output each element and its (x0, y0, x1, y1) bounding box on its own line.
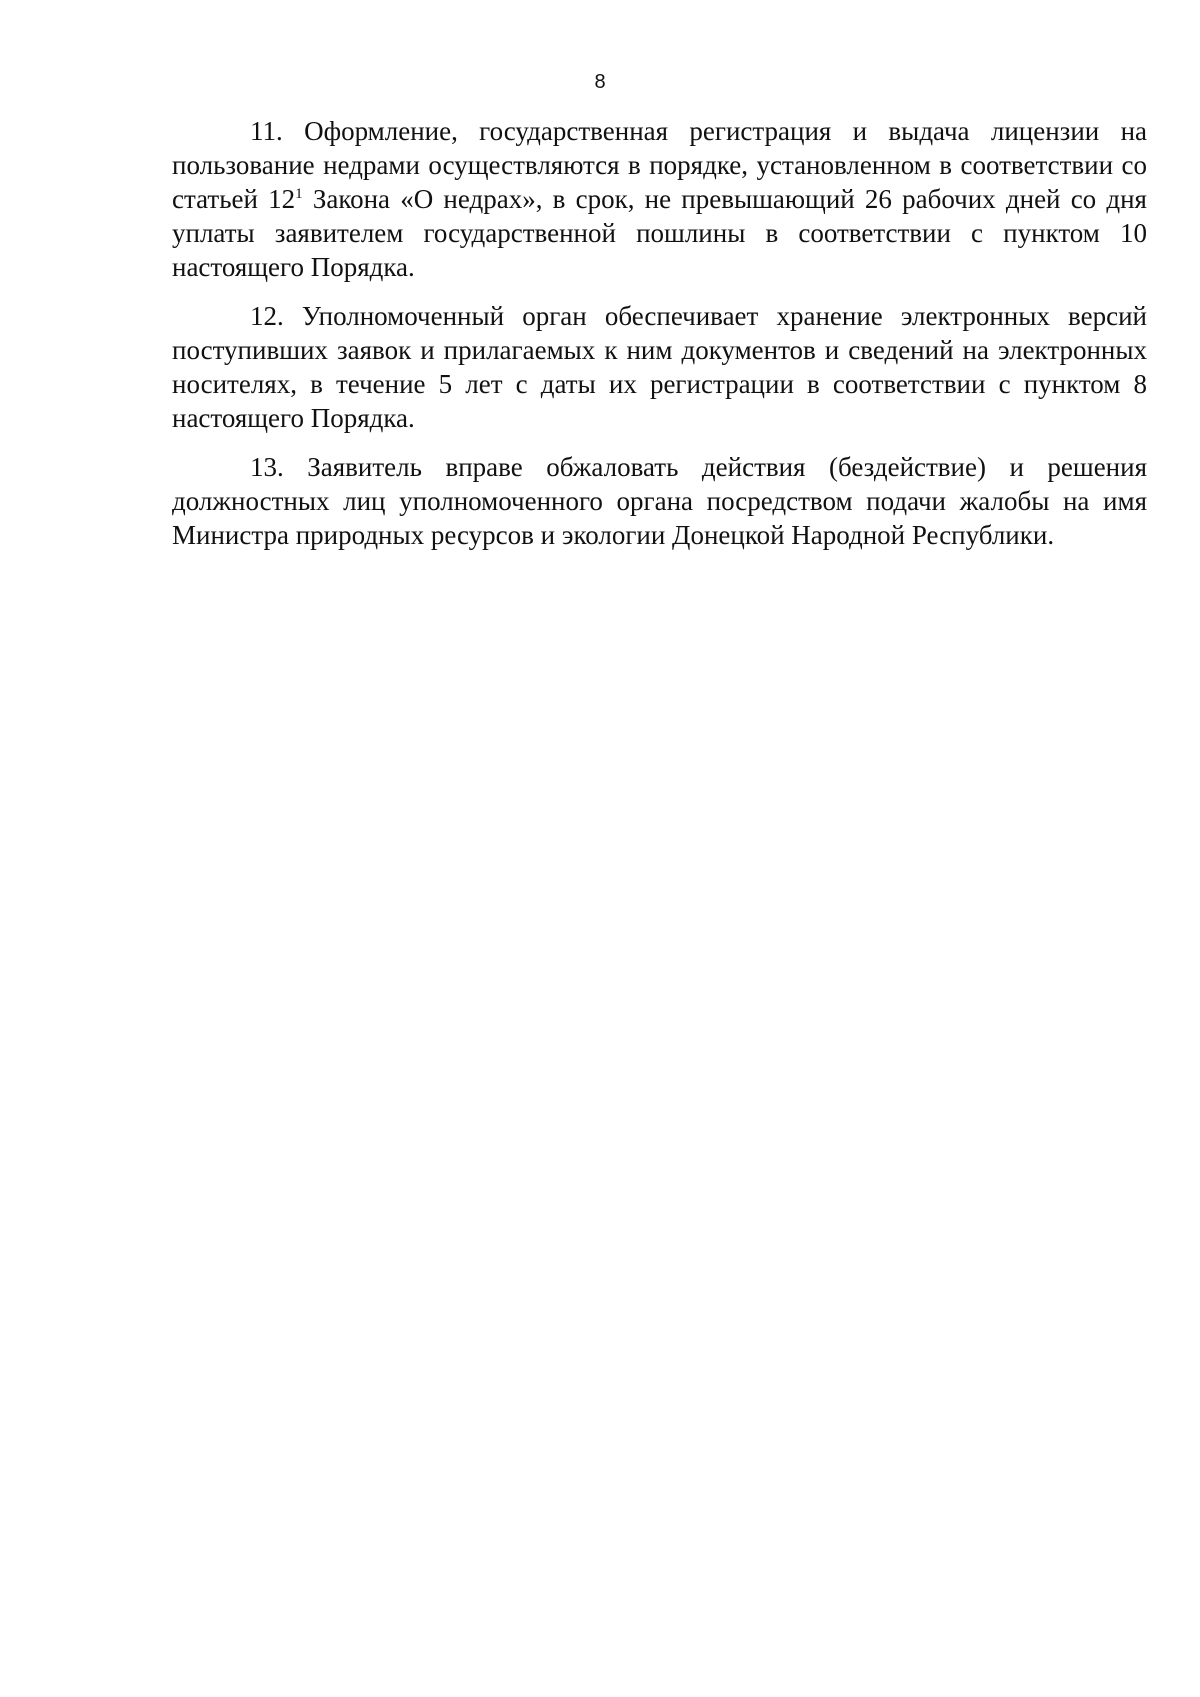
paragraph-13: 13. Заявитель вправе обжаловать действия (бездействие) и решения должностных лиц уполномоченного органа посредством подачи жалобы на имя Министра природных ресурсов и экологии Донецкой Народной Республики. (172, 452, 1147, 550)
paragraph-11-text-part-2: Закона «О недрах», в срок, не превышающий 26 рабочих дней со дня уплаты заявителем государственной пошлины в соответствии с пунктом 10 настоящего Порядка. (172, 184, 1147, 282)
document-body (172, 114, 1147, 567)
paragraph-11-text-part-1: 11. Оформление, государственная регистрация и выдача лицензии на пользование недрами осуществляются в порядке, установленном в соответствии со статьей 12 (172, 116, 1147, 214)
paragraph-12: 12. Уполномоченный орган обеспечивает хранение электронных версий поступивших заявок и прилагаемых к ним документов и сведений на электронных носителях, в течение 5 лет с даты их регистрации в соответствии с пунктом 8 настоящего Порядка. (172, 301, 1147, 433)
paragraph-11 (172, 114, 1147, 284)
page-number: 8 (594, 71, 606, 93)
superscript-article-number: 1 (295, 186, 303, 202)
